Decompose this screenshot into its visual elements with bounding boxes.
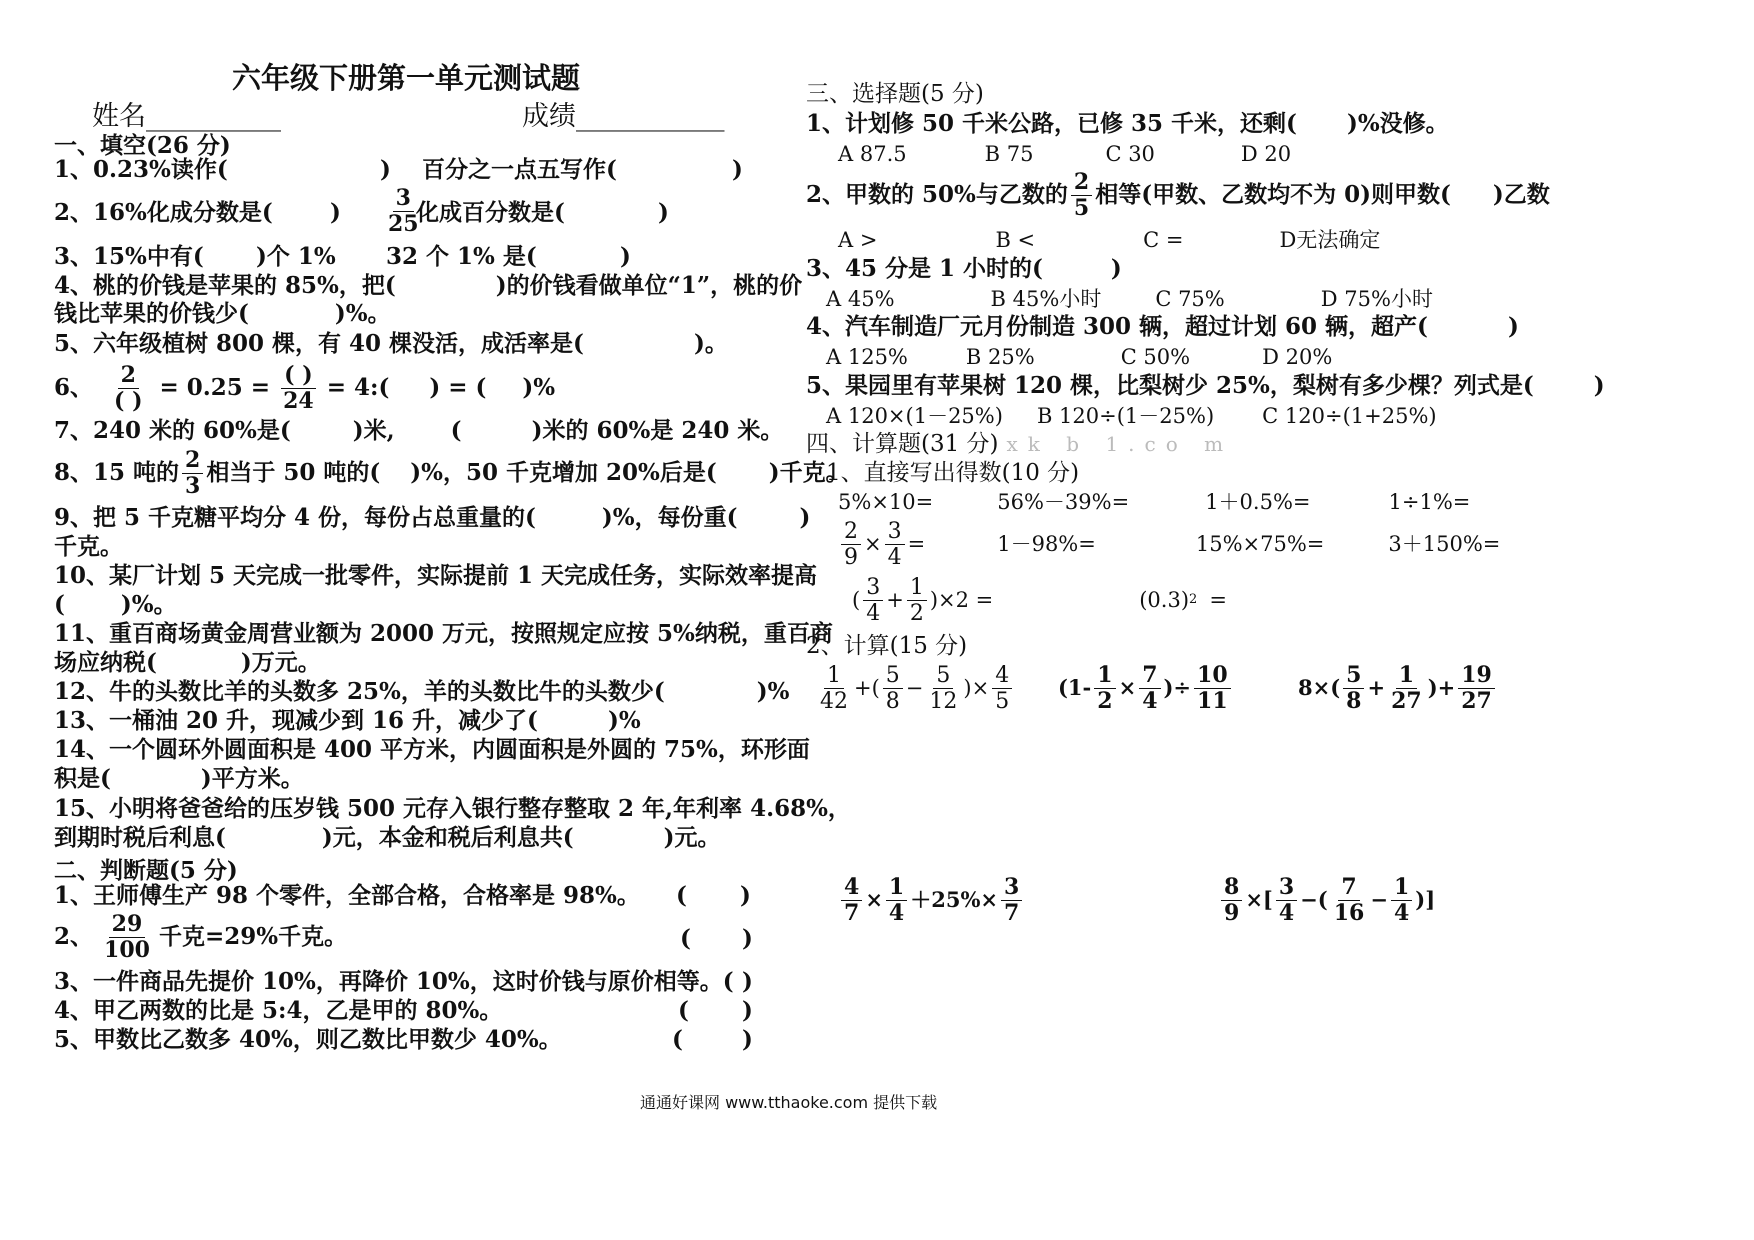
calc-row-3: ( $\frac{3}{4}$ + $\frac{1}{2}$ )×2 = (0.3) 2 = <box>852 574 1227 626</box>
q5: 5、六年级植树 800 棵，有 40 棵没活，成活率是( )。 <box>54 330 728 357</box>
choice-1-options: A 87.5 B 75 C 30 D 20 <box>838 142 1292 166</box>
watermark-text: xk b 1.co m <box>1006 432 1234 456</box>
judge-1-open: ( <box>676 882 687 909</box>
judge-5: 5、甲数比乙数多 40%，则乙数比甲数少 40%。 <box>54 1026 562 1053</box>
calc-expr-3: 8×( $\frac{5}{8}$ + $\frac{1}{27}$ )+ $\frac{19}{27}$ <box>1298 660 1498 716</box>
judge-4-open: ( <box>678 997 689 1024</box>
choice-2: 2、甲数的 50%与乙数的 $\frac{2}{5}$ 相等(甲数、乙数均不为 0)则甲数( )乙数 <box>806 168 1550 221</box>
q12: 12、牛的头数比羊的头数多 25%，羊的头数比牛的头数少( )% <box>54 678 790 705</box>
judge-1-close: ) <box>740 882 751 909</box>
judge-5-close: ) <box>742 1026 753 1053</box>
q4-line2: 钱比苹果的价钱少( )%。 <box>54 300 391 327</box>
q15-line1: 15、小明将爸爸给的压岁钱 500 元存入银行整存整取 2 年,年利率 4.68%， <box>54 795 851 822</box>
calc-sub1-heading: 1、直接写出得数(10 分) <box>826 460 1080 486</box>
calc-expr-4: $\frac{4}{7}$ × $\frac{1}{4}$ ＋25%× $\frac{3}{7}$ <box>838 872 1025 928</box>
judge-2-open: ( <box>680 925 691 952</box>
q6: 6、 $\frac{2}{( )}$ = 0.25 = $\frac{( )}{24}$ = 4:( ) = ( )% <box>54 361 556 414</box>
q14-line2: 积是( )平方米。 <box>54 765 304 792</box>
q11-line1: 11、重百商场黄金周营业额为 2000 万元，按照规定应按 5%纳税，重百商 <box>54 620 833 647</box>
q3-text: 3、15%中有( <box>54 243 204 270</box>
q13: 13、一桶油 20 升，现减少到 16 升，减少了( )% <box>54 707 641 734</box>
q3-paren: ) <box>620 243 631 270</box>
calc-sub2-heading: 2、计算(15 分) <box>806 633 968 659</box>
q9-line2: 千克。 <box>54 533 123 560</box>
page-title: 六年级下册第一单元测试题 <box>232 61 581 95</box>
calc-row-2: $\frac{2}{9}$ × $\frac{3}{4}$ = 1－98%= 15%×75%= 3＋150%= <box>838 516 1500 572</box>
judge-3: 3、一件商品先提价 10%，再降价 10%，这时价钱与原价相等。( <box>54 968 734 995</box>
judge-2-close: ) <box>742 925 753 952</box>
q9-line1: 9、把 5 千克糖平均分 4 份，每份占总重量的( )%，每份重( ) <box>54 504 811 531</box>
section-fill-blank-heading: 一、填空(26 分) <box>54 132 231 159</box>
q15-line2: 到期时税后利息( )元，本金和税后利息共( )元。 <box>54 824 721 851</box>
q2-part2: 化成百分数是( <box>416 199 565 226</box>
calc-expr-5: $\frac{8}{9}$ ×[ $\frac{3}{4}$ −( $\frac{7}{16}$ − $\frac{1}{4}$ )] <box>1218 872 1435 928</box>
q2-text: 2、16%化成分数是( <box>54 199 273 226</box>
section-calc-heading: 四、计算题(31 分) xk b 1.co m <box>806 431 1234 457</box>
q2-paren: ) <box>330 199 341 226</box>
choice-3-options: A 45% B 45%小时 C 75% D 75%小时 <box>826 287 1433 311</box>
section-judgement-heading: 二、判断题(5 分) <box>54 857 238 884</box>
calc-expr-1: $\frac{1}{42}$ +( $\frac{5}{8}$ − $\frac{5}{12}$ )× $\frac{4}{5}$ <box>814 660 1015 716</box>
judge-2: 2、 $\frac{29}{100}$ 千克=29%千克。 <box>54 910 348 963</box>
choice-3: 3、45 分是 1 小时的( ) <box>806 255 1122 282</box>
q2-fraction: $\frac{3}{25}$ <box>388 185 419 237</box>
q3-part3: 32 个 1% 是( <box>386 243 537 270</box>
q11-line2: 场应纳税( )万元。 <box>54 649 321 676</box>
q1-text: 1、0.23%读作( <box>54 156 228 183</box>
choice-5: 5、果园里有苹果树 120 棵，比梨树少 25%，梨树有多少棵？列式是( ) <box>806 372 1605 399</box>
judge-1: 1、王师傅生产 98 个零件，全部合格，合格率是 98%。 <box>54 882 640 909</box>
q1-paren2: ) <box>732 156 743 183</box>
footer-source: 通通好课网 www.tthaoke.com 提供下载 <box>640 1093 938 1112</box>
judge-5-open: ( <box>672 1026 683 1053</box>
q4-line1: 4、桃的价钱是苹果的 85%，把( )的价钱看做单位“1”，桃的价 <box>54 272 803 299</box>
question-1 <box>54 156 228 184</box>
q1-part2: 百分之一点五写作( <box>422 156 617 183</box>
judge-3-close: ) <box>742 968 753 995</box>
choice-4: 4、汽车制造厂元月份制造 300 辆，超过计划 60 辆，超产( ) <box>806 313 1519 340</box>
q8: 8、15 吨的 $\frac{2}{3}$ 相当于 50 吨的( )%，50 千克增加 20%后是( )千克。 <box>54 446 849 499</box>
q3-part2: )个 1% <box>256 243 336 270</box>
q2-paren2: ) <box>658 199 669 226</box>
q10-line2: ( )%。 <box>54 591 177 618</box>
calc-expr-2: (1- $\frac{1}{2}$ × $\frac{7}{4}$ )÷ $\frac{10}{11}$ <box>1058 660 1234 716</box>
calc-row-1: 5%×10= 56%－39%= 1＋0.5%= 1÷1%= <box>838 490 1471 514</box>
q10-line1: 10、某厂计划 5 天完成一批零件，实际提前 1 天完成任务，实际效率提高 <box>54 562 818 589</box>
choice-2-options: A > B < C = D无法确定 <box>838 228 1381 252</box>
choice-4-options: A 125% B 25% C 50% D 20% <box>826 345 1333 369</box>
q7: 7、240 米的 60%是( )米, ( )米的 60%是 240 米。 <box>54 417 784 444</box>
choice-5-options: A 120×(1－25%) B 120÷(1－25%) C 120÷(1+25%) <box>826 404 1437 428</box>
name-field-label: 姓名__________ <box>92 101 281 132</box>
judge-4: 4、甲乙两数的比是 5:4，乙是甲的 80%。 <box>54 997 503 1024</box>
score-field-label: 成绩___________ <box>522 101 725 132</box>
judge-4-close: ) <box>742 997 753 1024</box>
section-choice-heading: 三、选择题(5 分) <box>806 81 984 107</box>
q1-paren: ) <box>380 156 391 183</box>
q14-line1: 14、一个圆环外圆面积是 400 平方米，内圆面积是外圆的 75%，环形面 <box>54 736 810 763</box>
choice-1: 1、计划修 50 千米公路，已修 35 千米，还剩( )%没修。 <box>806 110 1449 137</box>
